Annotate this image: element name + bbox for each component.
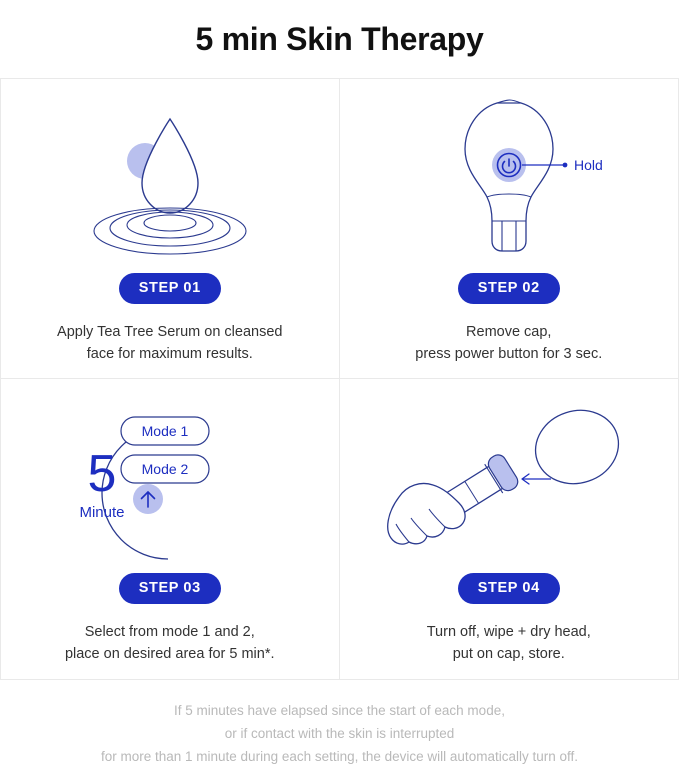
device-power-button-icon [369, 89, 649, 269]
step-3-mode-2-label: Mode 2 [141, 461, 189, 477]
step-card-4 [340, 379, 679, 680]
step-2-caption-line-1: Remove cap, [466, 324, 552, 340]
steps-grid [0, 78, 679, 680]
step-2-illustration [340, 89, 679, 269]
step-card-1 [0, 78, 340, 379]
step-2-caption [397, 321, 620, 366]
step-2-annotation-hold: Hold [573, 157, 603, 173]
step-1-illustration [1, 89, 339, 269]
serum-droplet-icon [60, 89, 280, 269]
step-3-badge: STEP 03 [119, 573, 221, 604]
step-3-mode-1-label: Mode 1 [141, 423, 189, 439]
step-4-caption-line-1: Turn off, wipe + dry head, [426, 624, 591, 640]
page-title: 5 min Skin Therapy [195, 20, 484, 57]
footnote-line-3: for more than 1 minute during each setting, the device will automatically turn off. [100, 748, 578, 764]
step-card-2 [340, 78, 679, 379]
step-3-illustration [1, 389, 339, 569]
timer-modes-icon [20, 389, 320, 569]
footnote-line-2: or if contact with the skin is interrupted [224, 725, 455, 741]
step-card-3 [0, 379, 340, 680]
step-3-timer-number: 5 [87, 445, 117, 503]
step-4-illustration [340, 389, 679, 569]
step-3-caption-line-2: place on desired area for 5 min*. [64, 646, 275, 663]
step-1-caption [39, 321, 300, 366]
footnote [0, 700, 679, 767]
step-2-badge: STEP 02 [458, 273, 560, 304]
step-1-caption-line-1: Apply Tea Tree Serum on cleansed [57, 324, 283, 340]
step-4-caption-line-2: put on cap, store. [452, 646, 565, 663]
step-3-caption-line-1: Select from mode 1 and 2, [84, 624, 255, 640]
step-3-timer-unit: Minute [79, 504, 125, 521]
step-4-badge: STEP 04 [458, 573, 560, 604]
step-2-caption-line-2: press power button for 3 sec. [415, 346, 603, 363]
step-1-caption-line-2: face for maximum results. [86, 346, 253, 363]
footnote-line-1: If 5 minutes have elapsed since the start of each mode, [174, 703, 505, 718]
step-1-badge: STEP 01 [119, 273, 221, 304]
step-4-caption [409, 621, 609, 666]
step-3-caption [47, 621, 293, 666]
hand-device-cap-icon [359, 389, 659, 569]
